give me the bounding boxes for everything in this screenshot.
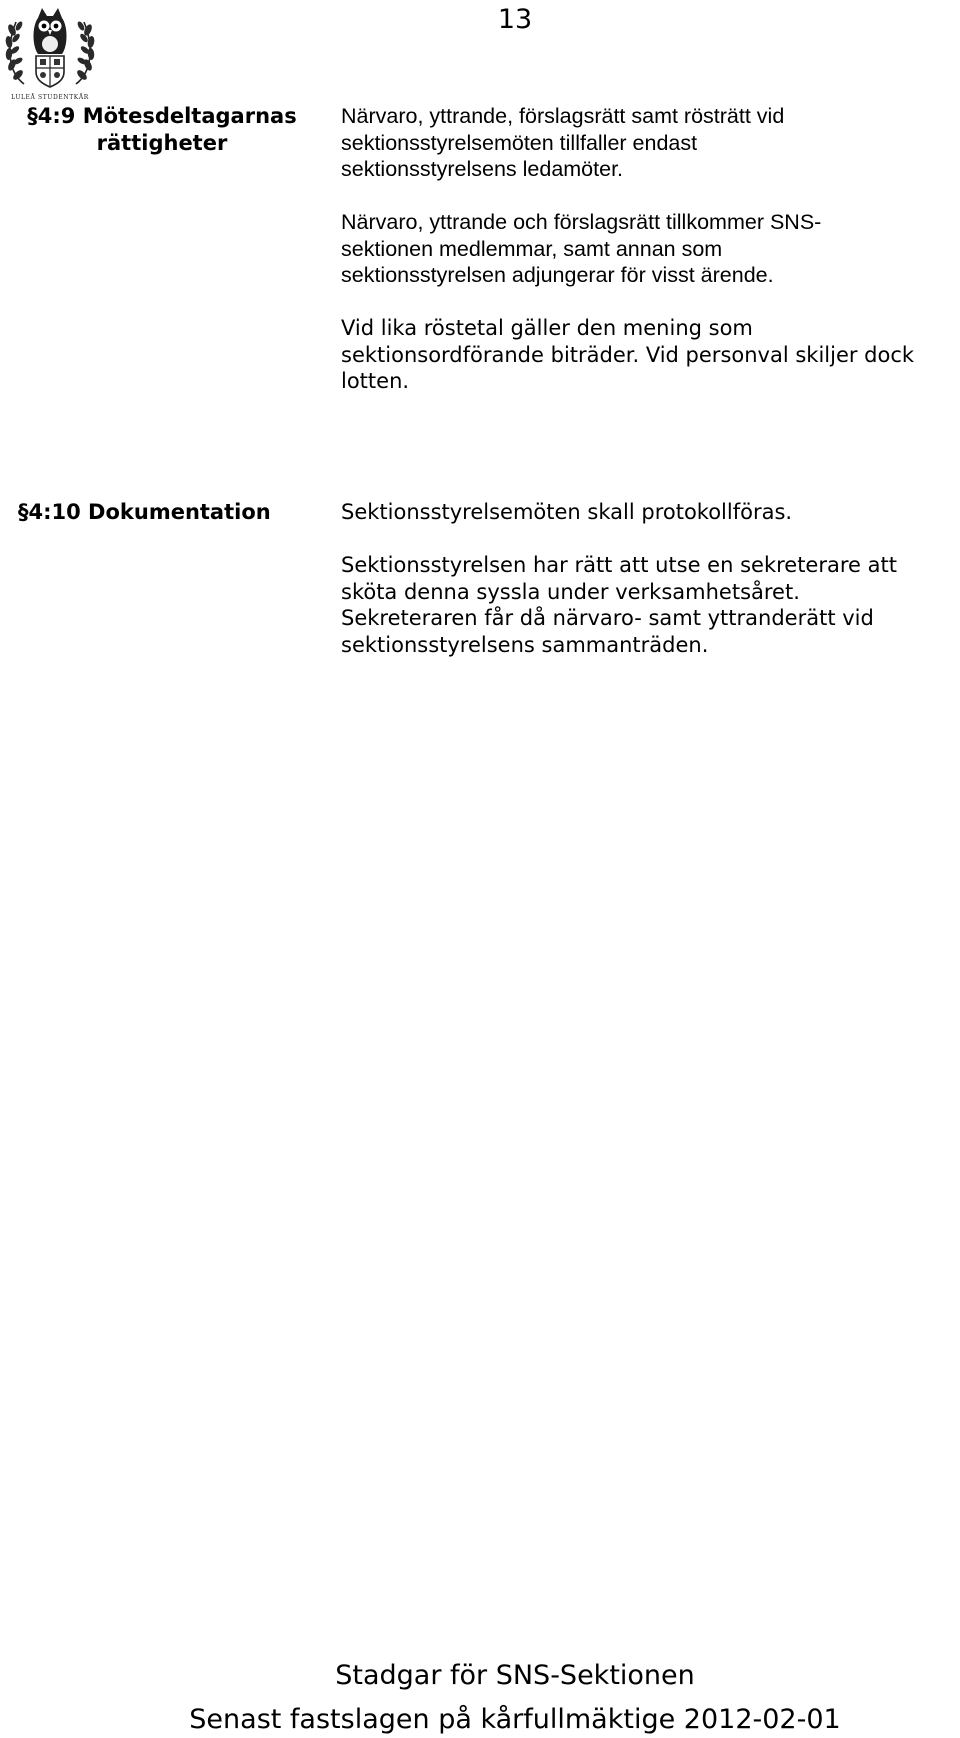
section-body (341, 499, 956, 685)
footer-title: Stadgar för SNS-Sektionen (335, 1660, 695, 1691)
paragraph: Närvaro, yttrande, förslagsrätt samt rösträtt vid sektionsstyrelsemöten tillfaller endast sektionsstyrelsens ledamöter. (341, 104, 785, 181)
paragraph: Sektionsstyrelsen har rätt att utse en sekreterare att sköta denna syssla under verksamhetsåret. Sekreteraren får då närvaro- samt yttranderätt vid sektionsstyrelsens sammanträden. (341, 553, 897, 657)
section-heading: §4:9 Mötesdeltagarnas rättigheter (27, 104, 297, 155)
paragraph: Vid lika röstetal gäller den mening som sektionsordförande biträder. Vid personval skiljer dock lotten. (341, 316, 915, 393)
studentkar-logo (2, 2, 98, 102)
footer-date-line: Senast fastslagen på kårfullmäktige 2012-02-01 (189, 1704, 841, 1735)
logo-text: LULEÅ STUDENTKÅR (11, 94, 89, 101)
paragraph: Närvaro, yttrande och förslagsrätt tillkommer SNS- sektionen medlemmar, samt annan som sektionsstyrelsen adjungerar för visst ärende. (341, 210, 822, 287)
section-body (341, 103, 956, 421)
owl-emblem-icon (2, 2, 98, 102)
paragraph: Sektionsstyrelsemöten skall protokollföras. (341, 500, 793, 524)
page-number: 13 (497, 4, 533, 35)
section-heading: §4:10 Dokumentation (18, 500, 271, 524)
